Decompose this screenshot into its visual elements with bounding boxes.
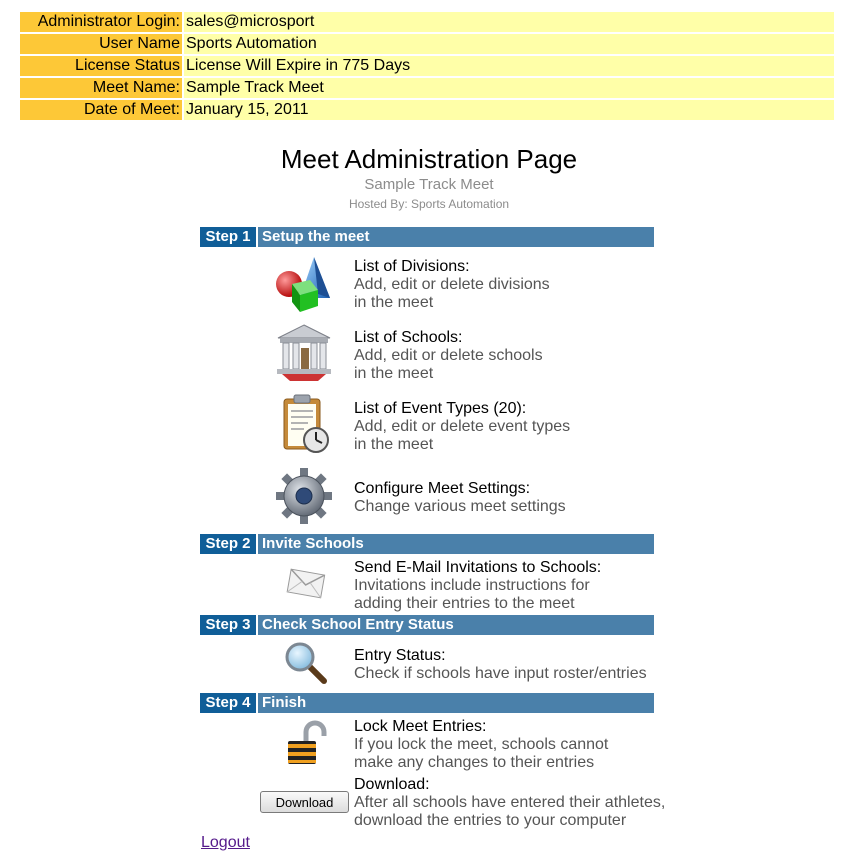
item-title[interactable]: List of Divisions: [354, 258, 470, 275]
meet-subtitle: Sample Track Meet [364, 176, 494, 193]
building-icon[interactable] [274, 322, 334, 382]
step-3-header [200, 615, 654, 635]
hosted-by-text: Hosted By: Sports Automation [348, 197, 510, 211]
shapes-icon[interactable] [272, 254, 332, 314]
item-title[interactable]: Configure Meet Settings: [354, 480, 531, 497]
step-number: Step 3 [200, 615, 258, 635]
padlock-icon[interactable] [284, 720, 328, 766]
item-desc: Add, edit or delete event types [354, 418, 571, 435]
item-title[interactable]: Send E-Mail Invitations to Schools: [354, 559, 602, 576]
item-desc: download the entries to your computer [354, 812, 627, 829]
item-title[interactable]: Lock Meet Entries: [354, 718, 487, 735]
step-2-header [200, 534, 654, 554]
item-title[interactable]: List of Schools: [354, 329, 463, 346]
step-number: Step 2 [200, 534, 258, 554]
item-desc: Add, edit or delete divisions [354, 276, 550, 293]
item-desc: Check if schools have input roster/entries [354, 665, 647, 682]
step-name: Invite Schools [262, 535, 364, 552]
info-value: License Will Expire in 775 Days [182, 56, 834, 76]
settings-item[interactable] [354, 480, 566, 516]
info-value: Sports Automation [182, 34, 834, 54]
magnifier-icon[interactable] [284, 641, 328, 685]
item-desc: After all schools have entered their athletes, [354, 794, 666, 811]
info-row-meet-name [20, 78, 834, 98]
logout-link[interactable]: Logout [201, 834, 250, 851]
item-desc: in the meet [354, 436, 434, 453]
info-row-admin-login [20, 12, 834, 32]
step-4-header [200, 693, 654, 713]
step-name: Finish [262, 694, 307, 711]
step-name: Setup the meet [262, 228, 370, 245]
info-label: Meet Name: [20, 78, 182, 98]
lock-entries-item[interactable] [354, 718, 608, 772]
event-types-item[interactable] [354, 400, 570, 454]
step-number: Step 1 [200, 227, 258, 247]
step-number: Step 4 [200, 693, 258, 713]
page-title: Meet Administration Page [280, 144, 578, 174]
schools-item[interactable] [354, 329, 543, 383]
item-title[interactable]: Entry Status: [354, 647, 446, 664]
info-label: Date of Meet: [20, 100, 182, 120]
item-desc: in the meet [354, 365, 434, 382]
entry-status-item[interactable] [354, 647, 647, 683]
meet-info-table [20, 10, 834, 122]
clipboard-clock-icon[interactable] [280, 393, 330, 455]
item-desc: Invitations include instructions for [354, 577, 590, 594]
info-value: Sample Track Meet [182, 78, 834, 98]
download-item [354, 776, 665, 830]
info-value: January 15, 2011 [182, 100, 834, 120]
item-desc: If you lock the meet, schools cannot [354, 736, 609, 753]
divisions-item[interactable] [354, 258, 550, 312]
item-title: Download: [354, 776, 430, 793]
item-title[interactable]: List of Event Types (20): [354, 400, 527, 417]
gear-icon[interactable] [276, 466, 332, 526]
info-label: Administrator Login: [20, 12, 182, 32]
info-row-user-name [20, 34, 834, 54]
envelope-icon[interactable] [286, 563, 326, 603]
download-button[interactable]: Download [260, 791, 349, 813]
item-desc: Add, edit or delete schools [354, 347, 543, 364]
invitations-item[interactable] [354, 559, 601, 613]
info-row-date-of-meet [20, 100, 834, 120]
item-desc: in the meet [354, 294, 434, 311]
info-row-license-status [20, 56, 834, 76]
item-desc: Change various meet settings [354, 498, 566, 515]
item-desc: adding their entries to the meet [354, 595, 575, 612]
item-desc: make any changes to their entries [354, 754, 595, 771]
info-value: sales@microsport [182, 12, 834, 32]
step-1-header [200, 227, 654, 247]
info-label: User Name [20, 34, 182, 54]
step-name: Check School Entry Status [262, 616, 454, 633]
info-label: License Status [20, 56, 182, 76]
